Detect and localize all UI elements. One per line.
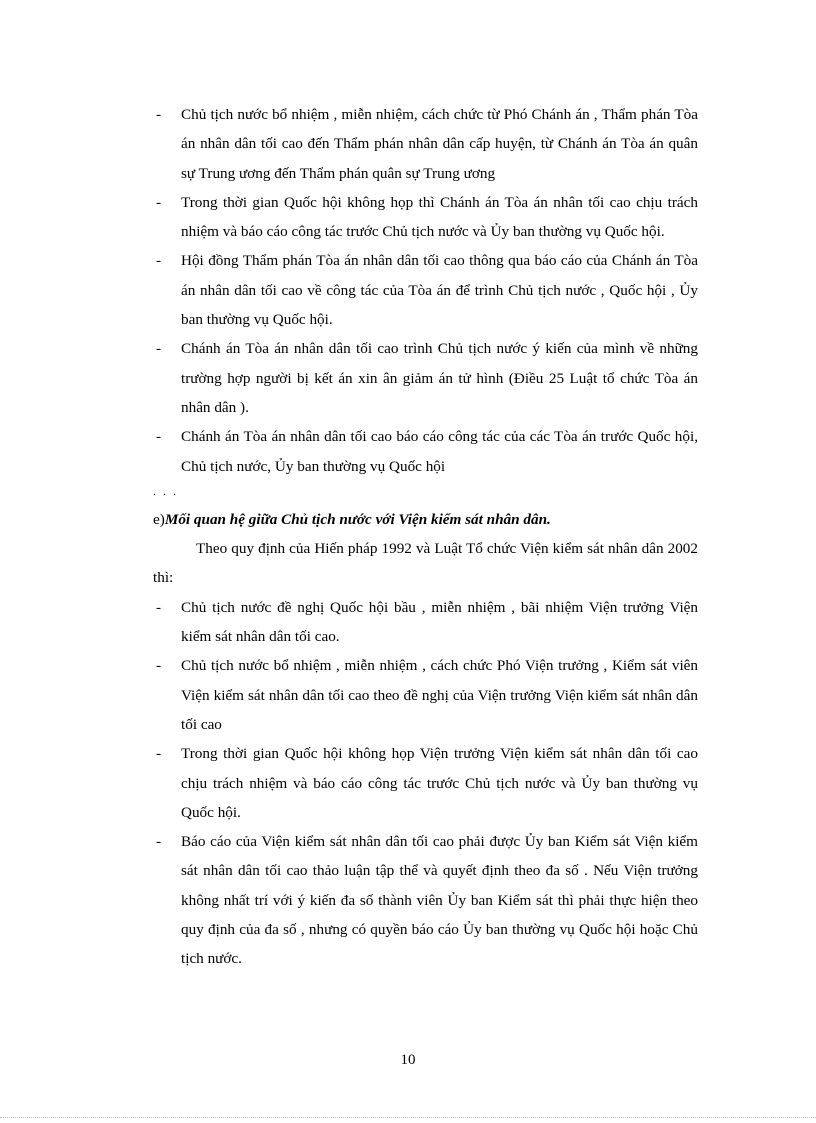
bullet-dash: - [156,657,162,675]
list-item [153,422,698,481]
list-item-text: Chủ tịch nước đề nghị Quốc hội bầu , miễn nhiệm , bãi nhiệm Viện trưởng Viện kiểm sát nhân dân tối cao. [181,598,698,646]
list-item [153,827,698,973]
list-item [153,651,698,739]
intro-paragraph: Theo quy định của Hiến pháp 1992 và Luật Tổ chức Viện kiểm sát nhân dân 2002 thì: [153,540,698,587]
list-item [153,246,698,334]
bullet-dash: - [156,340,162,358]
list-item [153,100,698,188]
list-item-text: Chánh án Tòa án nhân dân tối cao báo cáo công tác của các Tòa án trước Quốc hội, Chủ tịch nước, Ủy ban thường vụ Quốc hội [181,428,698,475]
list-item-text: Hội đồng Thẩm phán Tòa án nhân dân tối cao thông qua báo cáo của Chánh án Tòa án nhân dân tối cao về công tác của Tòa án để trình Chủ tịch nước , Quốc hội , Ủy ban thường vụ Quốc hội. [181,252,698,329]
list-item-text: Chủ tịch nước bổ nhiệm , miễn nhiệm , cách chức Phó Viện trưởng , Kiểm sát viên Viện kiểm sát nhân dân tối cao theo đề nghị của Viện trưởng Viện kiểm sát nhân dân tối cao [181,657,698,733]
list-item [153,188,698,247]
ellipsis: . . . [153,483,178,498]
bullet-dash: - [156,193,162,211]
page-number: 10 [400,1052,416,1068]
list-item-text: Báo cáo của Viện kiểm sát nhân dân tối cao phải được Ủy ban Kiểm sát Viện kiểm sát nhân dân tối cao thảo luận tập thể và quyết định theo đa số . Nếu Viện trưởng không nhất trí với ý kiến đa số thành viên Ủy ban Kiểm sát thì phải thực hiện theo quy định của đa số , nhưng có quyền báo cáo Ủy ban thường vụ Quốc hội hoặc Chủ tịch nước. [181,833,698,968]
bullet-dash: - [156,428,162,446]
bullet-dash: - [156,598,162,616]
page-content [153,100,698,974]
list-item-text: Trong thời gian Quốc hội không họp thì Chánh án Tòa án nhân tối cao chịu trách nhiệm và báo cáo công tác trước Chủ tịch nước và Ủy ban thường vụ Quốc hội. [181,193,698,241]
section-title: Mối quan hệ giữa Chủ tịch nước với Viện kiểm sát nhân dân. [164,510,551,528]
list-item [153,593,698,652]
page-bottom-rule [0,1117,816,1118]
bullet-dash: - [156,833,162,851]
bullet-dash: - [156,745,162,763]
list-item-text: Chủ tịch nước bổ nhiệm , miễn nhiệm, cách chức từ Phó Chánh án , Thẩm phán Tòa án nhân dân tối cao đến Thẩm phán nhân dân cấp huyện, từ Chánh án Tòa án quân sự Trung ương đến Thẩm phán quân sự Trung ương [181,106,698,182]
bullet-dash: - [156,106,162,123]
section-prefix: e) [153,510,165,528]
list-item [153,334,698,422]
bullet-dash: - [156,252,162,270]
list-item-text: Chánh án Tòa án nhân dân tối cao trình Chủ tịch nước ý kiến của mình về những trường hợp người bị kết án xin ân giảm án tử hình (Điều 25 Luật tổ chức Tòa án nhân dân ). [181,340,698,416]
list-item [153,739,698,827]
list-item-text: Trong thời gian Quốc hội không họp Viện trưởng Viện kiểm sát nhân dân tối cao chịu trách nhiệm và báo cáo công tác trước Chủ tịch nước và Ủy ban thường vụ Quốc hội. [181,745,698,821]
section-heading [153,505,698,534]
